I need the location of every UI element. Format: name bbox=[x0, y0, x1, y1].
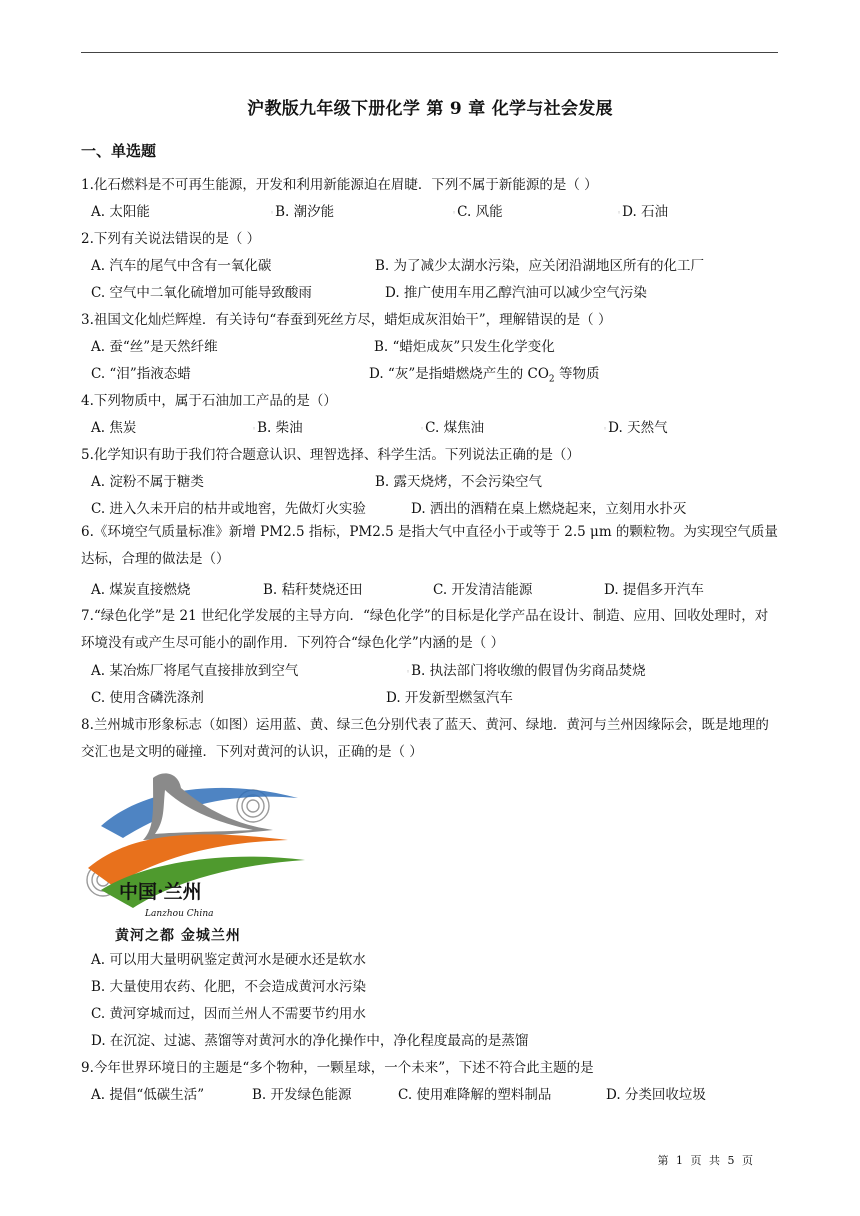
question-5-stem: 5.化学知识有助于我们符合题意认识、理智选择、科学生活。下列说法正确的是（） bbox=[81, 447, 580, 463]
page-title: 沪教版九年级下册化学 第 9 章 化学与社会发展 bbox=[247, 99, 613, 119]
q7-option-a[interactable]: A. 某冶炼厂将尾气直接排放到空气 bbox=[91, 663, 299, 679]
q3-option-c[interactable]: C. “泪”指液态蜡 bbox=[91, 366, 191, 382]
q9-option-a[interactable]: A. 提倡“低碳生活” bbox=[91, 1087, 205, 1103]
q8-option-c[interactable]: C. 黄河穿城而过，因而兰州人不需要节约用水 bbox=[91, 1006, 366, 1022]
q1-option-c[interactable]: ◦C. 风能 bbox=[452, 204, 503, 220]
q9-option-d[interactable]: D. 分类回收垃圾 bbox=[606, 1087, 706, 1103]
question-2-stem: 2.下列有关说法错误的是（ ） bbox=[81, 231, 261, 247]
page-number-footer: 第 1 页 共 5 页 bbox=[657, 1154, 755, 1167]
logo-title-text: 中国·兰州 bbox=[119, 881, 202, 903]
q1-option-d[interactable]: ◦D. 石油 bbox=[617, 204, 669, 220]
q6-option-d[interactable]: D. 提倡多开汽车 bbox=[604, 582, 704, 598]
q4-option-a[interactable]: A. 焦炭 bbox=[91, 420, 137, 436]
q4-option-b[interactable]: ◦B. 柴油 bbox=[252, 420, 303, 436]
q6-option-c[interactable]: C. 开发清洁能源 bbox=[433, 582, 533, 598]
question-7-stem: 7.“绿色化学”是 21 世纪化学发展的主导方向．“绿色化学”的目标是化学产品在设计、制造、应用、回收处理时，对环境没有或产生尽可能小的副作用．下列符合“绿色化学”内涵的是（ ） bbox=[81, 608, 769, 651]
q6-option-a[interactable]: A. 煤炭直接燃烧 bbox=[91, 582, 191, 598]
q7-option-b[interactable]: ◦B. 执法部门将收缴的假冒伪劣商品焚烧 bbox=[406, 663, 646, 679]
q2-option-a[interactable]: A. 汽车的尾气中含有一氧化碳 bbox=[91, 258, 272, 274]
q8-option-a[interactable]: A. 可以用大量明矾鉴定黄河水是硬水还是软水 bbox=[91, 952, 366, 968]
q5-option-c[interactable]: C. 进入久未开启的枯井或地窖，先做灯火实验 bbox=[91, 501, 366, 517]
q3-option-d[interactable]: D. “灰”是指蜡燃烧产生的 $CO_2$ 等物质 bbox=[369, 366, 600, 385]
question-8-stem: 8.兰州城市形象标志（如图）运用蓝、黄、绿三色分别代表了蓝天、黄河、绿地．黄河与兰州因缘际会，既是地理的交汇也是文明的碰撞．下列对黄河的认识，正确的是（ ） bbox=[81, 717, 769, 760]
q2-option-b[interactable]: B. 为了减少太湖水污染，应关闭沿湖地区所有的化工厂 bbox=[375, 258, 705, 274]
question-4-stem: 4.下列物质中，属于石油加工产品的是（） bbox=[81, 393, 337, 409]
question-9-stem: 9.今年世界环境日的主题是“多个物种，一颗星球，一个未来”，下述不符合此主题的是 bbox=[81, 1060, 594, 1076]
logo-slogan-text: 黄河之都 金城兰州 bbox=[115, 928, 241, 944]
q7-option-c[interactable]: C. 使用含磷洗涤剂 bbox=[91, 690, 204, 706]
q4-option-d[interactable]: ◦D. 天然气 bbox=[603, 420, 668, 436]
section-heading: 一、单选题 bbox=[81, 142, 157, 160]
q9-option-b[interactable]: B. 开发绿色能源 bbox=[252, 1087, 352, 1103]
q3-option-b[interactable]: B. “蜡炬成灰”只发生化学变化 bbox=[374, 339, 555, 355]
q5-option-d[interactable]: D. 洒出的酒精在桌上燃烧起来，立刻用水扑灭 bbox=[411, 501, 687, 517]
question-1-stem: 1.化石燃料是不可再生能源，开发和利用新能源迫在眉睫．下列不属于新能源的是（ ） bbox=[81, 177, 598, 193]
q9-option-c[interactable]: C. 使用难降解的塑料制品 bbox=[398, 1087, 552, 1103]
q1-option-a[interactable]: A. 太阳能 bbox=[91, 204, 150, 220]
q1-option-b[interactable]: ◦B. 潮汐能 bbox=[270, 204, 335, 220]
q6-option-b[interactable]: B. 秸秆焚烧还田 bbox=[263, 582, 363, 598]
q7-option-d[interactable]: D. 开发新型燃氢汽车 bbox=[386, 690, 513, 706]
logo-english-text: Lanzhou China bbox=[145, 909, 214, 919]
lanzhou-city-logo bbox=[83, 768, 313, 948]
q8-option-d[interactable]: D. 在沉淀、过滤、蒸馏等对黄河水的净化操作中，净化程度最高的是蒸馏 bbox=[91, 1033, 529, 1049]
question-6-stem: 6.《环境空气质量标准》新增 PM2.5 指标，PM2.5 是指大气中直径小于或等于 2.5 μm 的颗粒物。为实现空气质量达标，合理的做法是（） bbox=[81, 524, 778, 567]
q2-option-c[interactable]: C. 空气中二氧化硫增加可能导致酸雨 bbox=[91, 285, 312, 301]
q4-option-c[interactable]: ◦C. 煤焦油 bbox=[420, 420, 485, 436]
q2-option-d[interactable]: D. 推广使用车用乙醇汽油可以减少空气污染 bbox=[385, 285, 647, 301]
header-rule bbox=[81, 52, 778, 53]
question-3-stem: 3.祖国文化灿烂辉煌．有关诗句“春蚕到死丝方尽，蜡炬成灰泪始干”，理解错误的是（ ） bbox=[81, 312, 612, 328]
q5-option-a[interactable]: A. 淀粉不属于糖类 bbox=[91, 474, 204, 490]
q8-option-b[interactable]: B. 大量使用农药、化肥，不会造成黄河水污染 bbox=[91, 979, 367, 995]
q3-option-a[interactable]: A. 蚕“丝”是天然纤维 bbox=[91, 339, 218, 355]
q5-option-b[interactable]: B. 露天烧烤，不会污染空气 bbox=[375, 474, 543, 490]
